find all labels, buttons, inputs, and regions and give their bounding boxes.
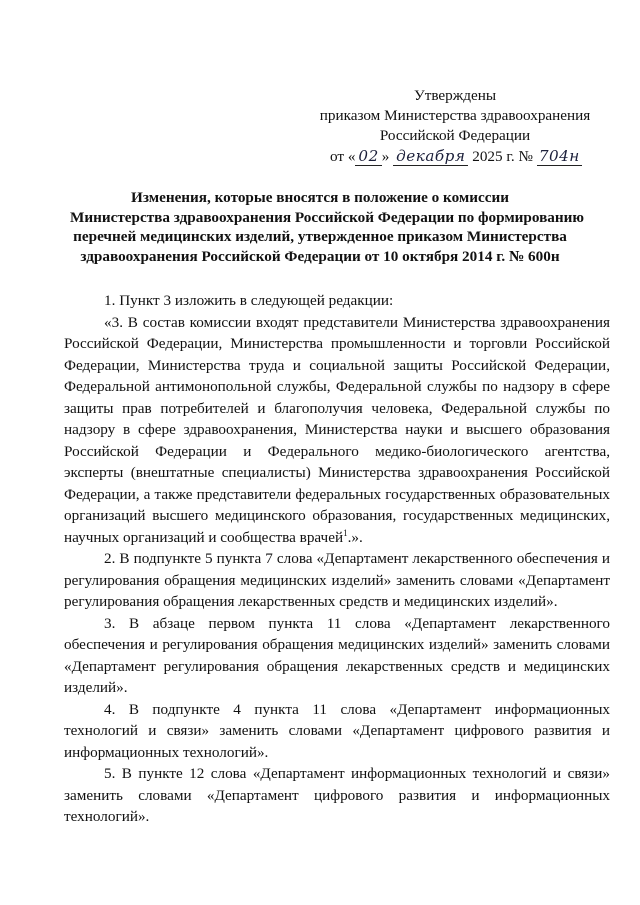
date-quote-close: » xyxy=(381,148,390,165)
paragraph-4: 4. В подпункте 4 пункта 11 слова «Департамент информационных технологий и связи» заменить словами «Департамент цифрового развития и информационных технологий». xyxy=(64,700,610,761)
handwritten-order-number: 704н xyxy=(538,147,580,165)
title-line-1: Изменения, которые вносятся в положение о комиссии xyxy=(131,189,509,206)
title-line-4: здравоохранения Российской Федерации от 10 октября 2014 г. № 600н xyxy=(80,247,560,265)
paragraph-1-quote xyxy=(64,312,610,549)
handwritten-day: 02 xyxy=(355,147,381,166)
paragraph-2: 2. В подпункте 5 пункта 7 слова «Департамент лекарственного обеспечения и регулирования обращения медицинских изделий» заменить словами «Департамент регулирования обращения лекарственных средств и медицинских изделий». xyxy=(64,550,610,610)
date-prefix: от « xyxy=(330,148,356,165)
approval-line-1: Утверждены xyxy=(413,87,497,104)
footnote-marker: 1 xyxy=(343,527,348,538)
approval-block xyxy=(300,86,610,167)
handwritten-month: декабря xyxy=(393,147,468,166)
title-line-2: Министерства здравоохранения Российской Федерации по формированию xyxy=(70,208,584,226)
quote-end: .». xyxy=(347,528,363,546)
document-title xyxy=(70,188,584,266)
approval-line-2: приказом Министерства здравоохранения xyxy=(319,107,591,124)
title-line-3: перечней медицинских изделий, утвержденное приказом Министерства xyxy=(73,228,567,245)
date-year: 2025 г. № xyxy=(472,148,534,165)
approval-date-line xyxy=(300,146,610,167)
paragraph-3: 3. В абзаце первом пункта 11 слова «Департамент лекарственного обеспечения и регулирования обращения медицинских изделий» заменить словами «Департамент регулирования обращения лекарственных средств и медицинских изделий». xyxy=(64,614,610,696)
approval-line-3: Российской Федерации xyxy=(379,127,531,144)
paragraph-5: 5. В пункте 12 слова «Департамент информационных технологий и связи» заменить словами «Департамент цифрового развития и информационных технологий». xyxy=(64,765,610,825)
paragraph-1: 1. Пункт 3 изложить в следующей редакции: xyxy=(104,292,394,309)
quote-text: «3. В состав комиссии входят представители Министерства здравоохранения Российской Федерации, Министерства промышленности и торговли Российской Федерации, Министерства труда и социальной защиты Российской Федерации, Федеральной антимонопольной службы, Федеральной службы по надзору в сфере защиты прав потребителей и благополучия человека, Федеральной службы по надзору в сфере здравоохранения, Министерства науки и высшего образования Российской Федерации и Федерального медико-биологического агентства, эксперты (внештатные специалисты) Министерства здравоохранения Российской Федерации, а также представители федеральных государственных образовательных организаций высшего медицинского образования, государственных медицинских, научных организаций и сообщества врачей xyxy=(64,313,610,546)
document-body xyxy=(64,290,610,828)
